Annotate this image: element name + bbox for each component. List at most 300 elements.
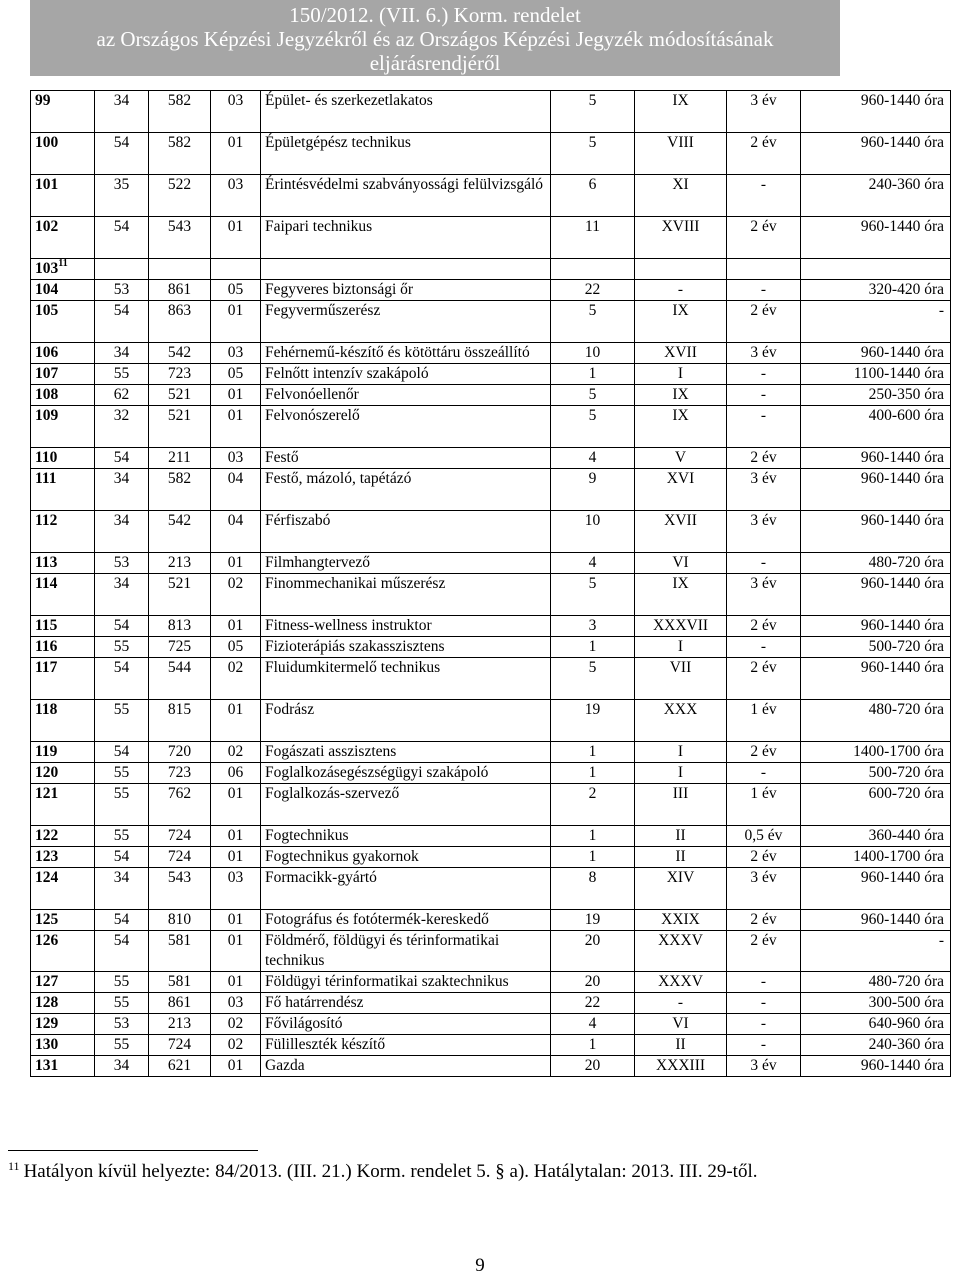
qualification-name: Finommechanikai műszerész: [261, 574, 551, 616]
level: 9: [551, 469, 635, 511]
level: 4: [551, 1014, 635, 1035]
code-part-3: 01: [211, 133, 261, 175]
code-part-3: 01: [211, 406, 261, 448]
hours: 960-1440 óra: [801, 448, 951, 469]
qualification-name: Fegyverműszerész: [261, 301, 551, 343]
hours: 960-1440 óra: [801, 868, 951, 910]
duration: 0,5 év: [727, 826, 801, 847]
qualification-name: [261, 259, 551, 280]
table-row: [31, 993, 951, 1014]
code-part-3: 01: [211, 217, 261, 259]
hours: 240-360 óra: [801, 175, 951, 217]
duration: -: [727, 1035, 801, 1056]
row-number-text: 112: [35, 512, 58, 529]
row-number: [31, 385, 95, 406]
row-number: [31, 301, 95, 343]
duration: 2 év: [727, 616, 801, 637]
code-part-3: 05: [211, 637, 261, 658]
table-row: [31, 742, 951, 763]
code-part-1: 34: [95, 574, 149, 616]
level: 22: [551, 280, 635, 301]
qualification-name: Gazda: [261, 1056, 551, 1077]
qualification-name: Foglalkozás-szervező: [261, 784, 551, 826]
row-number: [31, 364, 95, 385]
code-part-1: 53: [95, 1014, 149, 1035]
duration: 2 év: [727, 658, 801, 700]
table-row: [31, 910, 951, 931]
hours: -: [801, 301, 951, 343]
duration: 2 év: [727, 910, 801, 931]
row-number: [31, 826, 95, 847]
code-part-2: 582: [149, 133, 211, 175]
code-part-2: 542: [149, 511, 211, 553]
code-part-3: 03: [211, 448, 261, 469]
row-number: [31, 217, 95, 259]
category: XVI: [635, 469, 727, 511]
code-part-1: 35: [95, 175, 149, 217]
code-part-2: 810: [149, 910, 211, 931]
duration: 2 év: [727, 133, 801, 175]
document-header-banner: [30, 0, 840, 76]
code-part-2: 521: [149, 574, 211, 616]
code-part-3: 01: [211, 616, 261, 637]
category: I: [635, 763, 727, 784]
table-row: [31, 763, 951, 784]
row-number: [31, 133, 95, 175]
qualification-name: Fő határrendész: [261, 993, 551, 1014]
table-row: [31, 658, 951, 700]
code-part-3: 01: [211, 700, 261, 742]
category: XIV: [635, 868, 727, 910]
category: VIII: [635, 133, 727, 175]
code-part-3: 03: [211, 343, 261, 364]
code-part-3: 04: [211, 511, 261, 553]
level: 22: [551, 993, 635, 1014]
hours: 480-720 óra: [801, 553, 951, 574]
code-part-1: 55: [95, 637, 149, 658]
code-part-1: 54: [95, 658, 149, 700]
code-part-2: 720: [149, 742, 211, 763]
table-row: [31, 972, 951, 993]
row-number: [31, 658, 95, 700]
code-part-2: 521: [149, 385, 211, 406]
code-part-3: 02: [211, 658, 261, 700]
row-number-text: 99: [35, 92, 51, 109]
table-row: [31, 448, 951, 469]
row-number-text: 122: [35, 827, 59, 844]
category: XXXV: [635, 931, 727, 972]
qualification-name: Fodrász: [261, 700, 551, 742]
duration: 3 év: [727, 469, 801, 511]
code-part-2: 762: [149, 784, 211, 826]
level: 10: [551, 511, 635, 553]
qualification-table: [30, 90, 951, 1077]
code-part-1: 55: [95, 364, 149, 385]
hours: 300-500 óra: [801, 993, 951, 1014]
row-number: [31, 993, 95, 1014]
category: IX: [635, 301, 727, 343]
level: 2: [551, 784, 635, 826]
code-part-3: 01: [211, 931, 261, 972]
row-number: [31, 1035, 95, 1056]
row-number: [31, 868, 95, 910]
level: 1: [551, 637, 635, 658]
row-number: [31, 1014, 95, 1035]
row-number: [31, 700, 95, 742]
level: 1: [551, 1035, 635, 1056]
code-part-1: 32: [95, 406, 149, 448]
row-number-text: 106: [35, 344, 59, 361]
row-number-text: 119: [35, 743, 58, 760]
level: 1: [551, 847, 635, 868]
code-part-1: 55: [95, 784, 149, 826]
hours: 1100-1440 óra: [801, 364, 951, 385]
row-number: [31, 637, 95, 658]
row-number: [31, 91, 95, 133]
code-part-2: 813: [149, 616, 211, 637]
category: XXIX: [635, 910, 727, 931]
hours: [801, 259, 951, 280]
hours: 960-1440 óra: [801, 217, 951, 259]
row-number: [31, 931, 95, 972]
table-row: [31, 91, 951, 133]
code-part-3: 01: [211, 1056, 261, 1077]
table-row: [31, 343, 951, 364]
code-part-3: 05: [211, 364, 261, 385]
code-part-1: 54: [95, 616, 149, 637]
duration: -: [727, 1014, 801, 1035]
code-part-2: 543: [149, 217, 211, 259]
code-part-2: 724: [149, 847, 211, 868]
category: XXXVII: [635, 616, 727, 637]
duration: -: [727, 553, 801, 574]
qualification-name: Épületgépész technikus: [261, 133, 551, 175]
row-number: [31, 784, 95, 826]
row-number: [31, 910, 95, 931]
row-number: [31, 742, 95, 763]
table-row: [31, 574, 951, 616]
code-part-3: 01: [211, 847, 261, 868]
table-row: [31, 385, 951, 406]
hours: 480-720 óra: [801, 972, 951, 993]
header-line-3: eljárásrendjéről: [369, 51, 501, 75]
code-part-3: 01: [211, 301, 261, 343]
table-row: [31, 511, 951, 553]
code-part-1: 54: [95, 301, 149, 343]
hours: 960-1440 óra: [801, 658, 951, 700]
row-number-text: 110: [35, 449, 58, 466]
code-part-3: 01: [211, 553, 261, 574]
level: 5: [551, 385, 635, 406]
category: II: [635, 847, 727, 868]
level: 1: [551, 763, 635, 784]
code-part-1: 55: [95, 993, 149, 1014]
row-number: [31, 574, 95, 616]
row-number-text: 102: [35, 218, 59, 235]
duration: -: [727, 385, 801, 406]
row-number-text: 128: [35, 994, 59, 1011]
duration: 2 év: [727, 301, 801, 343]
qualification-name: Földmérő, földügyi és térinformatikai technikus: [261, 931, 551, 972]
hours: 960-1440 óra: [801, 91, 951, 133]
code-part-1: 34: [95, 469, 149, 511]
category: XXXV: [635, 972, 727, 993]
table-row: [31, 868, 951, 910]
table-row: [31, 259, 951, 280]
code-part-3: 01: [211, 826, 261, 847]
table-row: [31, 931, 951, 972]
category: IX: [635, 385, 727, 406]
hours: 240-360 óra: [801, 1035, 951, 1056]
code-part-1: 54: [95, 910, 149, 931]
level: 5: [551, 133, 635, 175]
category: I: [635, 742, 727, 763]
code-part-2: 521: [149, 406, 211, 448]
qualification-name: Fővilágosító: [261, 1014, 551, 1035]
duration: 3 év: [727, 868, 801, 910]
duration: -: [727, 364, 801, 385]
hours: 360-440 óra: [801, 826, 951, 847]
hours: 960-1440 óra: [801, 574, 951, 616]
level: 5: [551, 406, 635, 448]
code-part-2: 725: [149, 637, 211, 658]
qualification-name: Festő, mázoló, tapétázó: [261, 469, 551, 511]
row-number-text: 107: [35, 365, 59, 382]
code-part-1: 55: [95, 972, 149, 993]
table-row: [31, 1035, 951, 1056]
category: VI: [635, 553, 727, 574]
code-part-3: 01: [211, 910, 261, 931]
footnote-divider: [8, 1150, 258, 1151]
level: 19: [551, 700, 635, 742]
code-part-1: 55: [95, 763, 149, 784]
category: II: [635, 1035, 727, 1056]
row-number-text: 105: [35, 302, 59, 319]
table-row: [31, 637, 951, 658]
code-part-1: 53: [95, 280, 149, 301]
hours: 640-960 óra: [801, 1014, 951, 1035]
code-part-3: 02: [211, 1014, 261, 1035]
category: XXX: [635, 700, 727, 742]
table-row: [31, 1056, 951, 1077]
row-number-text: 101: [35, 176, 59, 193]
qualification-name: Fogászati asszisztens: [261, 742, 551, 763]
row-number-text: 130: [35, 1036, 59, 1053]
code-part-3: 01: [211, 385, 261, 406]
hours: 480-720 óra: [801, 700, 951, 742]
row-number-text: 103: [35, 260, 59, 277]
category: [635, 259, 727, 280]
code-part-2: 543: [149, 868, 211, 910]
duration: 1 év: [727, 784, 801, 826]
duration: 3 év: [727, 511, 801, 553]
qualification-name: Felnőtt intenzív szakápoló: [261, 364, 551, 385]
row-number-text: 123: [35, 848, 59, 865]
code-part-1: 34: [95, 511, 149, 553]
row-number-text: 121: [35, 785, 59, 802]
hours: 960-1440 óra: [801, 910, 951, 931]
table-row: [31, 847, 951, 868]
row-number-text: 118: [35, 701, 58, 718]
duration: 3 év: [727, 1056, 801, 1077]
table-row: [31, 364, 951, 385]
code-part-2: 544: [149, 658, 211, 700]
code-part-3: 01: [211, 784, 261, 826]
row-number: [31, 406, 95, 448]
category: VI: [635, 1014, 727, 1035]
duration: -: [727, 406, 801, 448]
code-part-2: 522: [149, 175, 211, 217]
code-part-1: 55: [95, 700, 149, 742]
qualification-name: Foglalkozásegészségügyi szakápoló: [261, 763, 551, 784]
level: 11: [551, 217, 635, 259]
row-number-text: 108: [35, 386, 59, 403]
row-number: [31, 448, 95, 469]
code-part-1: 54: [95, 217, 149, 259]
row-number-text: 124: [35, 869, 59, 886]
row-number: [31, 469, 95, 511]
hours: 500-720 óra: [801, 637, 951, 658]
category: III: [635, 784, 727, 826]
hours: 1400-1700 óra: [801, 742, 951, 763]
row-number-text: 125: [35, 911, 59, 928]
hours: 960-1440 óra: [801, 616, 951, 637]
category: XVIII: [635, 217, 727, 259]
code-part-2: 724: [149, 826, 211, 847]
header-line-2: az Országos Képzési Jegyzékről és az Országos Képzési Jegyzék módosításának: [96, 27, 774, 51]
table-row: [31, 217, 951, 259]
level: 20: [551, 972, 635, 993]
code-part-2: [149, 259, 211, 280]
code-part-2: 621: [149, 1056, 211, 1077]
category: V: [635, 448, 727, 469]
row-number: [31, 553, 95, 574]
table-row: [31, 826, 951, 847]
code-part-1: 54: [95, 448, 149, 469]
code-part-1: 34: [95, 1056, 149, 1077]
code-part-3: 02: [211, 1035, 261, 1056]
duration: -: [727, 280, 801, 301]
duration: 3 év: [727, 91, 801, 133]
duration: 2 év: [727, 448, 801, 469]
table-row: [31, 553, 951, 574]
hours: -: [801, 931, 951, 972]
row-number: [31, 847, 95, 868]
row-number-text: 120: [35, 764, 59, 781]
qualification-name: Fogtechnikus gyakornok: [261, 847, 551, 868]
level: 1: [551, 826, 635, 847]
level: 5: [551, 301, 635, 343]
code-part-3: 01: [211, 972, 261, 993]
table-row: [31, 406, 951, 448]
code-part-3: [211, 259, 261, 280]
hours: 320-420 óra: [801, 280, 951, 301]
category: -: [635, 993, 727, 1014]
level: 3: [551, 616, 635, 637]
qualification-name: Festő: [261, 448, 551, 469]
qualification-name: Filmhangtervező: [261, 553, 551, 574]
duration: 2 év: [727, 217, 801, 259]
row-number-text: 115: [35, 617, 58, 634]
table-row: [31, 133, 951, 175]
code-part-2: 213: [149, 553, 211, 574]
row-number-text: 131: [35, 1057, 59, 1074]
footnote-reference: 11: [58, 258, 68, 269]
duration: -: [727, 972, 801, 993]
footnote-text: Hatályon kívül helyezte: 84/2013. (III. 21.) Korm. rendelet 5. § a). Hatálytalan: 2013. III. 29-től.: [23, 1161, 758, 1182]
duration: 2 év: [727, 847, 801, 868]
code-part-1: 54: [95, 133, 149, 175]
qualification-name: Fegyveres biztonsági őr: [261, 280, 551, 301]
row-number: [31, 259, 95, 280]
code-part-3: 02: [211, 574, 261, 616]
code-part-2: 582: [149, 469, 211, 511]
code-part-1: 34: [95, 91, 149, 133]
hours: 960-1440 óra: [801, 511, 951, 553]
qualification-name: Felvonóellenőr: [261, 385, 551, 406]
table-row: [31, 280, 951, 301]
qualification-name: Felvonószerelő: [261, 406, 551, 448]
code-part-2: 582: [149, 91, 211, 133]
duration: 2 év: [727, 742, 801, 763]
qualification-name: Épület- és szerkezetlakatos: [261, 91, 551, 133]
duration: -: [727, 175, 801, 217]
code-part-3: 06: [211, 763, 261, 784]
duration: -: [727, 763, 801, 784]
row-number-text: 116: [35, 638, 58, 655]
code-part-1: 54: [95, 847, 149, 868]
code-part-2: 863: [149, 301, 211, 343]
row-number: [31, 511, 95, 553]
code-part-2: 542: [149, 343, 211, 364]
row-number-text: 113: [35, 554, 58, 571]
table-row: [31, 301, 951, 343]
level: 1: [551, 742, 635, 763]
code-part-2: 861: [149, 993, 211, 1014]
hours: 960-1440 óra: [801, 343, 951, 364]
duration: [727, 259, 801, 280]
level: 1: [551, 364, 635, 385]
code-part-1: 34: [95, 343, 149, 364]
level: 19: [551, 910, 635, 931]
row-number: [31, 972, 95, 993]
footnote: [8, 1160, 828, 1184]
hours: 960-1440 óra: [801, 1056, 951, 1077]
level: [551, 259, 635, 280]
table-row: [31, 1014, 951, 1035]
code-part-2: 213: [149, 1014, 211, 1035]
row-number: [31, 280, 95, 301]
qualification-name: Érintésvédelmi szabványossági felülvizsgáló: [261, 175, 551, 217]
level: 5: [551, 91, 635, 133]
qualification-name: Fotográfus és fotótermék-kereskedő: [261, 910, 551, 931]
code-part-1: 53: [95, 553, 149, 574]
row-number-text: 114: [35, 575, 58, 592]
hours: 960-1440 óra: [801, 133, 951, 175]
row-number-text: 100: [35, 134, 59, 151]
hours: 600-720 óra: [801, 784, 951, 826]
qualification-name: Fitness-wellness instruktor: [261, 616, 551, 637]
row-number-text: 109: [35, 407, 59, 424]
code-part-2: 211: [149, 448, 211, 469]
code-part-1: 54: [95, 742, 149, 763]
code-part-2: 723: [149, 364, 211, 385]
header-line-1: 150/2012. (VII. 6.) Korm. rendelet: [289, 3, 581, 27]
row-number: [31, 1056, 95, 1077]
category: IX: [635, 574, 727, 616]
qualification-name: Földügyi térinformatikai szaktechnikus: [261, 972, 551, 993]
qualification-name: Fülilleszték készítő: [261, 1035, 551, 1056]
